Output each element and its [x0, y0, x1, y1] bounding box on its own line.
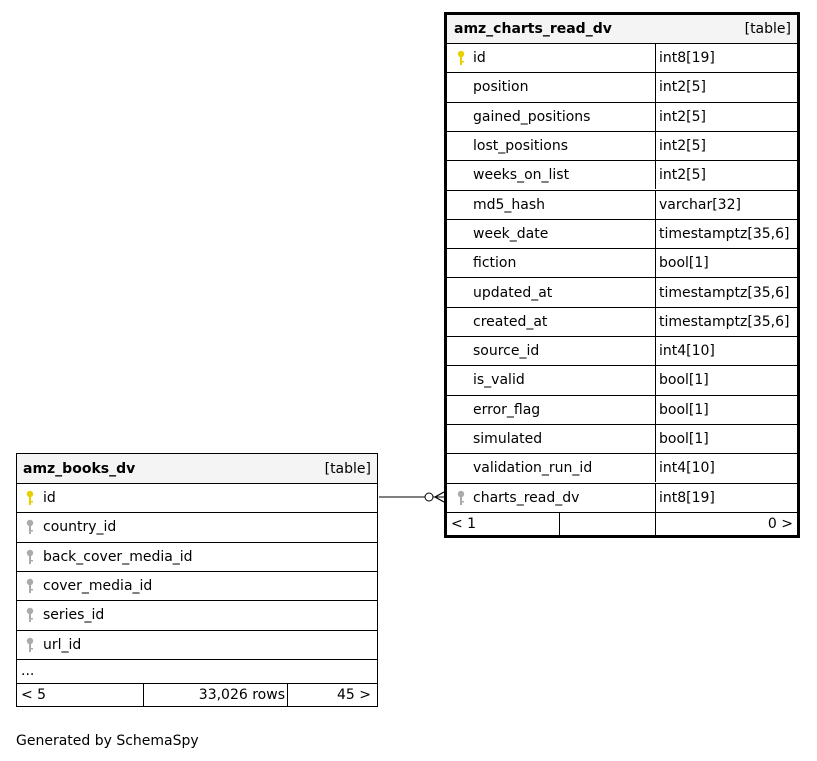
column-name: country_id	[43, 519, 117, 536]
column-type: int2[5]	[659, 108, 706, 125]
column-name: gained_positions	[473, 108, 591, 125]
column-row[interactable]	[17, 571, 377, 600]
column-name: simulated	[473, 431, 543, 448]
table-footer	[447, 512, 797, 536]
column-type: int2[5]	[659, 167, 706, 184]
column-divider	[655, 337, 656, 365]
column-divider	[655, 484, 656, 512]
foreign-key-icon	[25, 519, 35, 535]
column-row[interactable]	[447, 395, 797, 424]
foreign-key-icon	[25, 549, 35, 565]
foreign-key-icon	[25, 607, 35, 623]
column-row[interactable]	[447, 190, 797, 219]
table-amz-books-dv[interactable]	[16, 453, 378, 707]
column-divider	[559, 513, 560, 536]
column-name: charts_read_dv	[473, 489, 580, 506]
column-row[interactable]	[447, 453, 797, 482]
column-row[interactable]	[447, 72, 797, 101]
column-row[interactable]	[447, 219, 797, 248]
column-name: error_flag	[473, 401, 541, 418]
column-row[interactable]	[447, 483, 797, 512]
column-divider	[655, 454, 656, 482]
children-count: 45 >	[337, 686, 371, 703]
column-name: url_id	[43, 636, 82, 653]
column-name: week_date	[473, 225, 549, 242]
column-type: int4[10]	[659, 460, 715, 477]
column-row[interactable]	[447, 307, 797, 336]
column-divider	[655, 161, 656, 189]
row-count: 33,026 rows	[198, 686, 285, 703]
column-name: id	[473, 50, 486, 67]
column-divider	[655, 366, 656, 394]
column-row[interactable]	[447, 102, 797, 131]
column-type: int8[19]	[659, 50, 715, 67]
table-name: amz_books_dv	[23, 460, 136, 477]
column-name: fiction	[473, 255, 517, 272]
table-name: amz_charts_read_dv	[454, 21, 612, 37]
column-type: timestamptz[35,6]	[659, 313, 790, 330]
column-divider	[655, 44, 656, 72]
column-type: int8[19]	[659, 489, 715, 506]
column-type: varchar[32]	[659, 196, 741, 213]
column-name: validation_run_id	[473, 460, 593, 477]
column-row[interactable]	[447, 248, 797, 277]
column-divider	[655, 425, 656, 453]
foreign-key-icon	[456, 490, 466, 506]
column-row[interactable]	[447, 277, 797, 306]
column-type: int2[5]	[659, 138, 706, 155]
column-row[interactable]	[17, 630, 377, 659]
column-type: timestamptz[35,6]	[659, 225, 790, 242]
column-divider	[655, 249, 656, 277]
column-type: bool[1]	[659, 255, 709, 272]
more-columns	[17, 659, 377, 683]
column-row[interactable]	[17, 600, 377, 629]
column-type: bool[1]	[659, 372, 709, 389]
table-footer	[17, 683, 377, 706]
column-type: bool[1]	[659, 401, 709, 418]
foreign-key-icon	[25, 637, 35, 653]
column-name: position	[473, 79, 529, 96]
column-row[interactable]	[447, 336, 797, 365]
column-divider	[655, 103, 656, 131]
column-row[interactable]	[447, 160, 797, 189]
table-kind: [table]	[744, 21, 791, 37]
column-type: bool[1]	[659, 431, 709, 448]
column-row[interactable]	[447, 424, 797, 453]
table-amz-charts-read-dv[interactable]	[444, 12, 800, 538]
column-row[interactable]	[17, 512, 377, 541]
column-type: timestamptz[35,6]	[659, 284, 790, 301]
column-name: md5_hash	[473, 196, 546, 213]
row-count	[563, 513, 649, 536]
column-name: source_id	[473, 343, 540, 360]
column-name: created_at	[473, 313, 548, 330]
parents-count: < 1	[451, 516, 477, 533]
column-divider	[655, 220, 656, 248]
column-divider	[655, 73, 656, 101]
column-row[interactable]	[17, 542, 377, 571]
column-divider	[655, 132, 656, 160]
primary-key-icon	[456, 50, 466, 66]
generated-by-footer: Generated by SchemaSpy	[16, 733, 199, 749]
column-name: series_id	[43, 607, 105, 624]
column-name: id	[43, 490, 56, 507]
column-row[interactable]	[17, 483, 377, 512]
parents-count: < 5	[21, 686, 47, 703]
column-name: cover_media_id	[43, 578, 153, 595]
column-row[interactable]	[447, 131, 797, 160]
table-header	[447, 15, 797, 43]
column-name: back_cover_media_id	[43, 548, 193, 565]
column-divider	[655, 308, 656, 336]
primary-key-icon	[25, 490, 35, 506]
column-row[interactable]	[447, 43, 797, 72]
column-divider	[655, 513, 656, 536]
column-type: int2[5]	[659, 79, 706, 96]
column-divider	[143, 684, 144, 706]
table-header	[17, 454, 377, 483]
column-name: updated_at	[473, 284, 553, 301]
column-name: is_valid	[473, 372, 525, 389]
more-indicator: ...	[21, 663, 35, 680]
children-count: 0 >	[767, 516, 793, 533]
column-type: int4[10]	[659, 343, 715, 360]
table-kind: [table]	[324, 460, 371, 477]
column-name: lost_positions	[473, 138, 568, 155]
column-divider	[287, 684, 288, 706]
foreign-key-icon	[25, 578, 35, 594]
column-divider	[655, 191, 656, 219]
column-divider	[655, 278, 656, 306]
column-row[interactable]	[447, 365, 797, 394]
column-divider	[655, 396, 656, 424]
column-name: weeks_on_list	[473, 167, 570, 184]
